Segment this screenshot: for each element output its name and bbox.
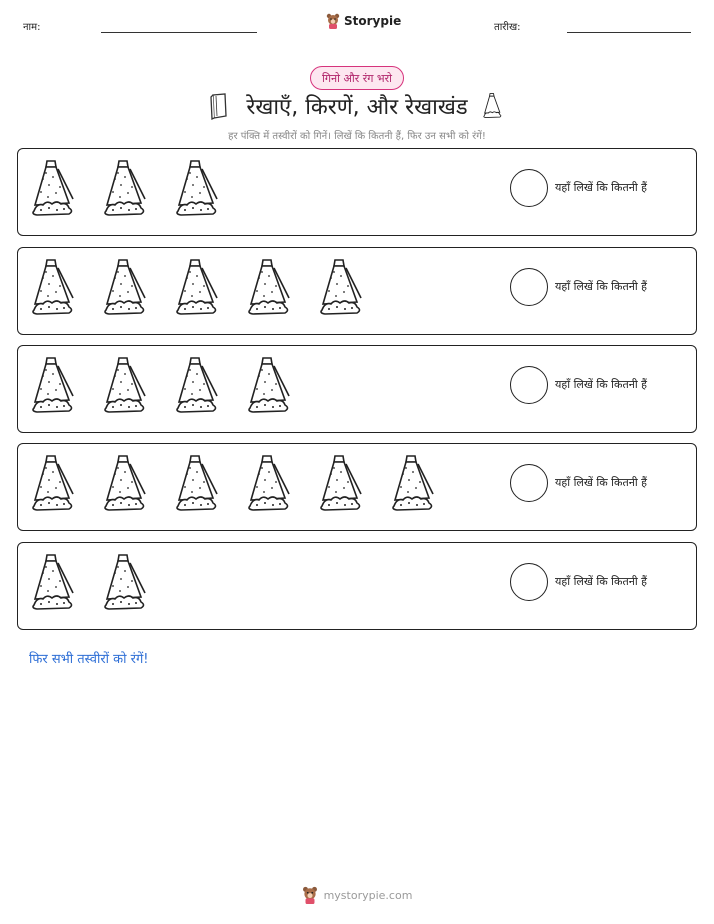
- answer-circle[interactable]: [510, 563, 548, 601]
- date-line[interactable]: [567, 32, 691, 33]
- answer-label: यहाँ लिखें कि कितनी हैं: [555, 575, 648, 588]
- answer-circle[interactable]: [510, 366, 548, 404]
- light-beam-icon[interactable]: [173, 356, 227, 416]
- light-beam-icon[interactable]: [29, 454, 83, 514]
- footer-url: mystorypie.com: [323, 888, 413, 902]
- answer-label: यहाँ लिखें कि कितनी हैं: [555, 181, 648, 194]
- answer-label: यहाँ लिखें कि कितनी हैं: [555, 280, 648, 293]
- light-beam-icon[interactable]: [245, 258, 299, 318]
- worksheet-type-badge: गिनो और रंग भरो: [310, 66, 404, 90]
- light-beam-icon[interactable]: [317, 454, 371, 514]
- light-beam-icon[interactable]: [101, 454, 155, 514]
- title-row: [0, 90, 714, 122]
- counting-row-1: [17, 148, 697, 236]
- light-beam-icon[interactable]: [101, 356, 155, 416]
- light-beam-icon[interactable]: [245, 454, 299, 514]
- picture-group: [29, 356, 299, 416]
- bear-logo-icon: [302, 886, 318, 904]
- light-beam-icon[interactable]: [101, 553, 155, 613]
- picture-group: [29, 553, 155, 613]
- light-beam-icon[interactable]: [101, 159, 155, 219]
- answer-label: यहाँ लिखें कि कितनी हैं: [555, 378, 648, 391]
- brand-name: Storypie: [344, 14, 402, 28]
- answer-circle[interactable]: [510, 169, 548, 207]
- light-beam-icon[interactable]: [173, 258, 227, 318]
- footer: [0, 886, 714, 904]
- book-icon: [208, 92, 232, 120]
- light-beam-icon[interactable]: [245, 356, 299, 416]
- light-beam-icon[interactable]: [173, 159, 227, 219]
- picture-group: [29, 159, 227, 219]
- light-beam-icon[interactable]: [173, 454, 227, 514]
- counting-row-3: [17, 345, 697, 433]
- light-beam-icon[interactable]: [29, 258, 83, 318]
- answer-circle[interactable]: [510, 464, 548, 502]
- light-beam-icon[interactable]: [317, 258, 371, 318]
- page-title: रेखाएँ, किरणें, और रेखाखंड: [246, 95, 468, 120]
- light-beam-icon[interactable]: [389, 454, 443, 514]
- date-label: तारीख:: [494, 22, 521, 33]
- name-label: नाम:: [23, 22, 41, 33]
- light-beam-icon[interactable]: [101, 258, 155, 318]
- answer-circle[interactable]: [510, 268, 548, 306]
- picture-group: [29, 454, 443, 514]
- light-beam-icon: [482, 91, 506, 121]
- light-beam-icon[interactable]: [29, 553, 83, 613]
- name-line[interactable]: [101, 32, 257, 33]
- instructions: हर पंक्ति में तस्वीरों को गिनें। लिखें कि कितनी हैं, फिर उन सभी को रंगें!: [228, 131, 486, 142]
- answer-label: यहाँ लिखें कि कितनी हैं: [555, 476, 648, 489]
- light-beam-icon[interactable]: [29, 356, 83, 416]
- bear-logo-icon: [326, 13, 340, 29]
- brand-logo: [326, 13, 401, 29]
- picture-group: [29, 258, 371, 318]
- footer-note: फिर सभी तस्वीरों को रंगें!: [29, 652, 149, 667]
- counting-row-4: [17, 443, 697, 531]
- light-beam-icon[interactable]: [29, 159, 83, 219]
- counting-row-2: [17, 247, 697, 335]
- counting-row-5: [17, 542, 697, 630]
